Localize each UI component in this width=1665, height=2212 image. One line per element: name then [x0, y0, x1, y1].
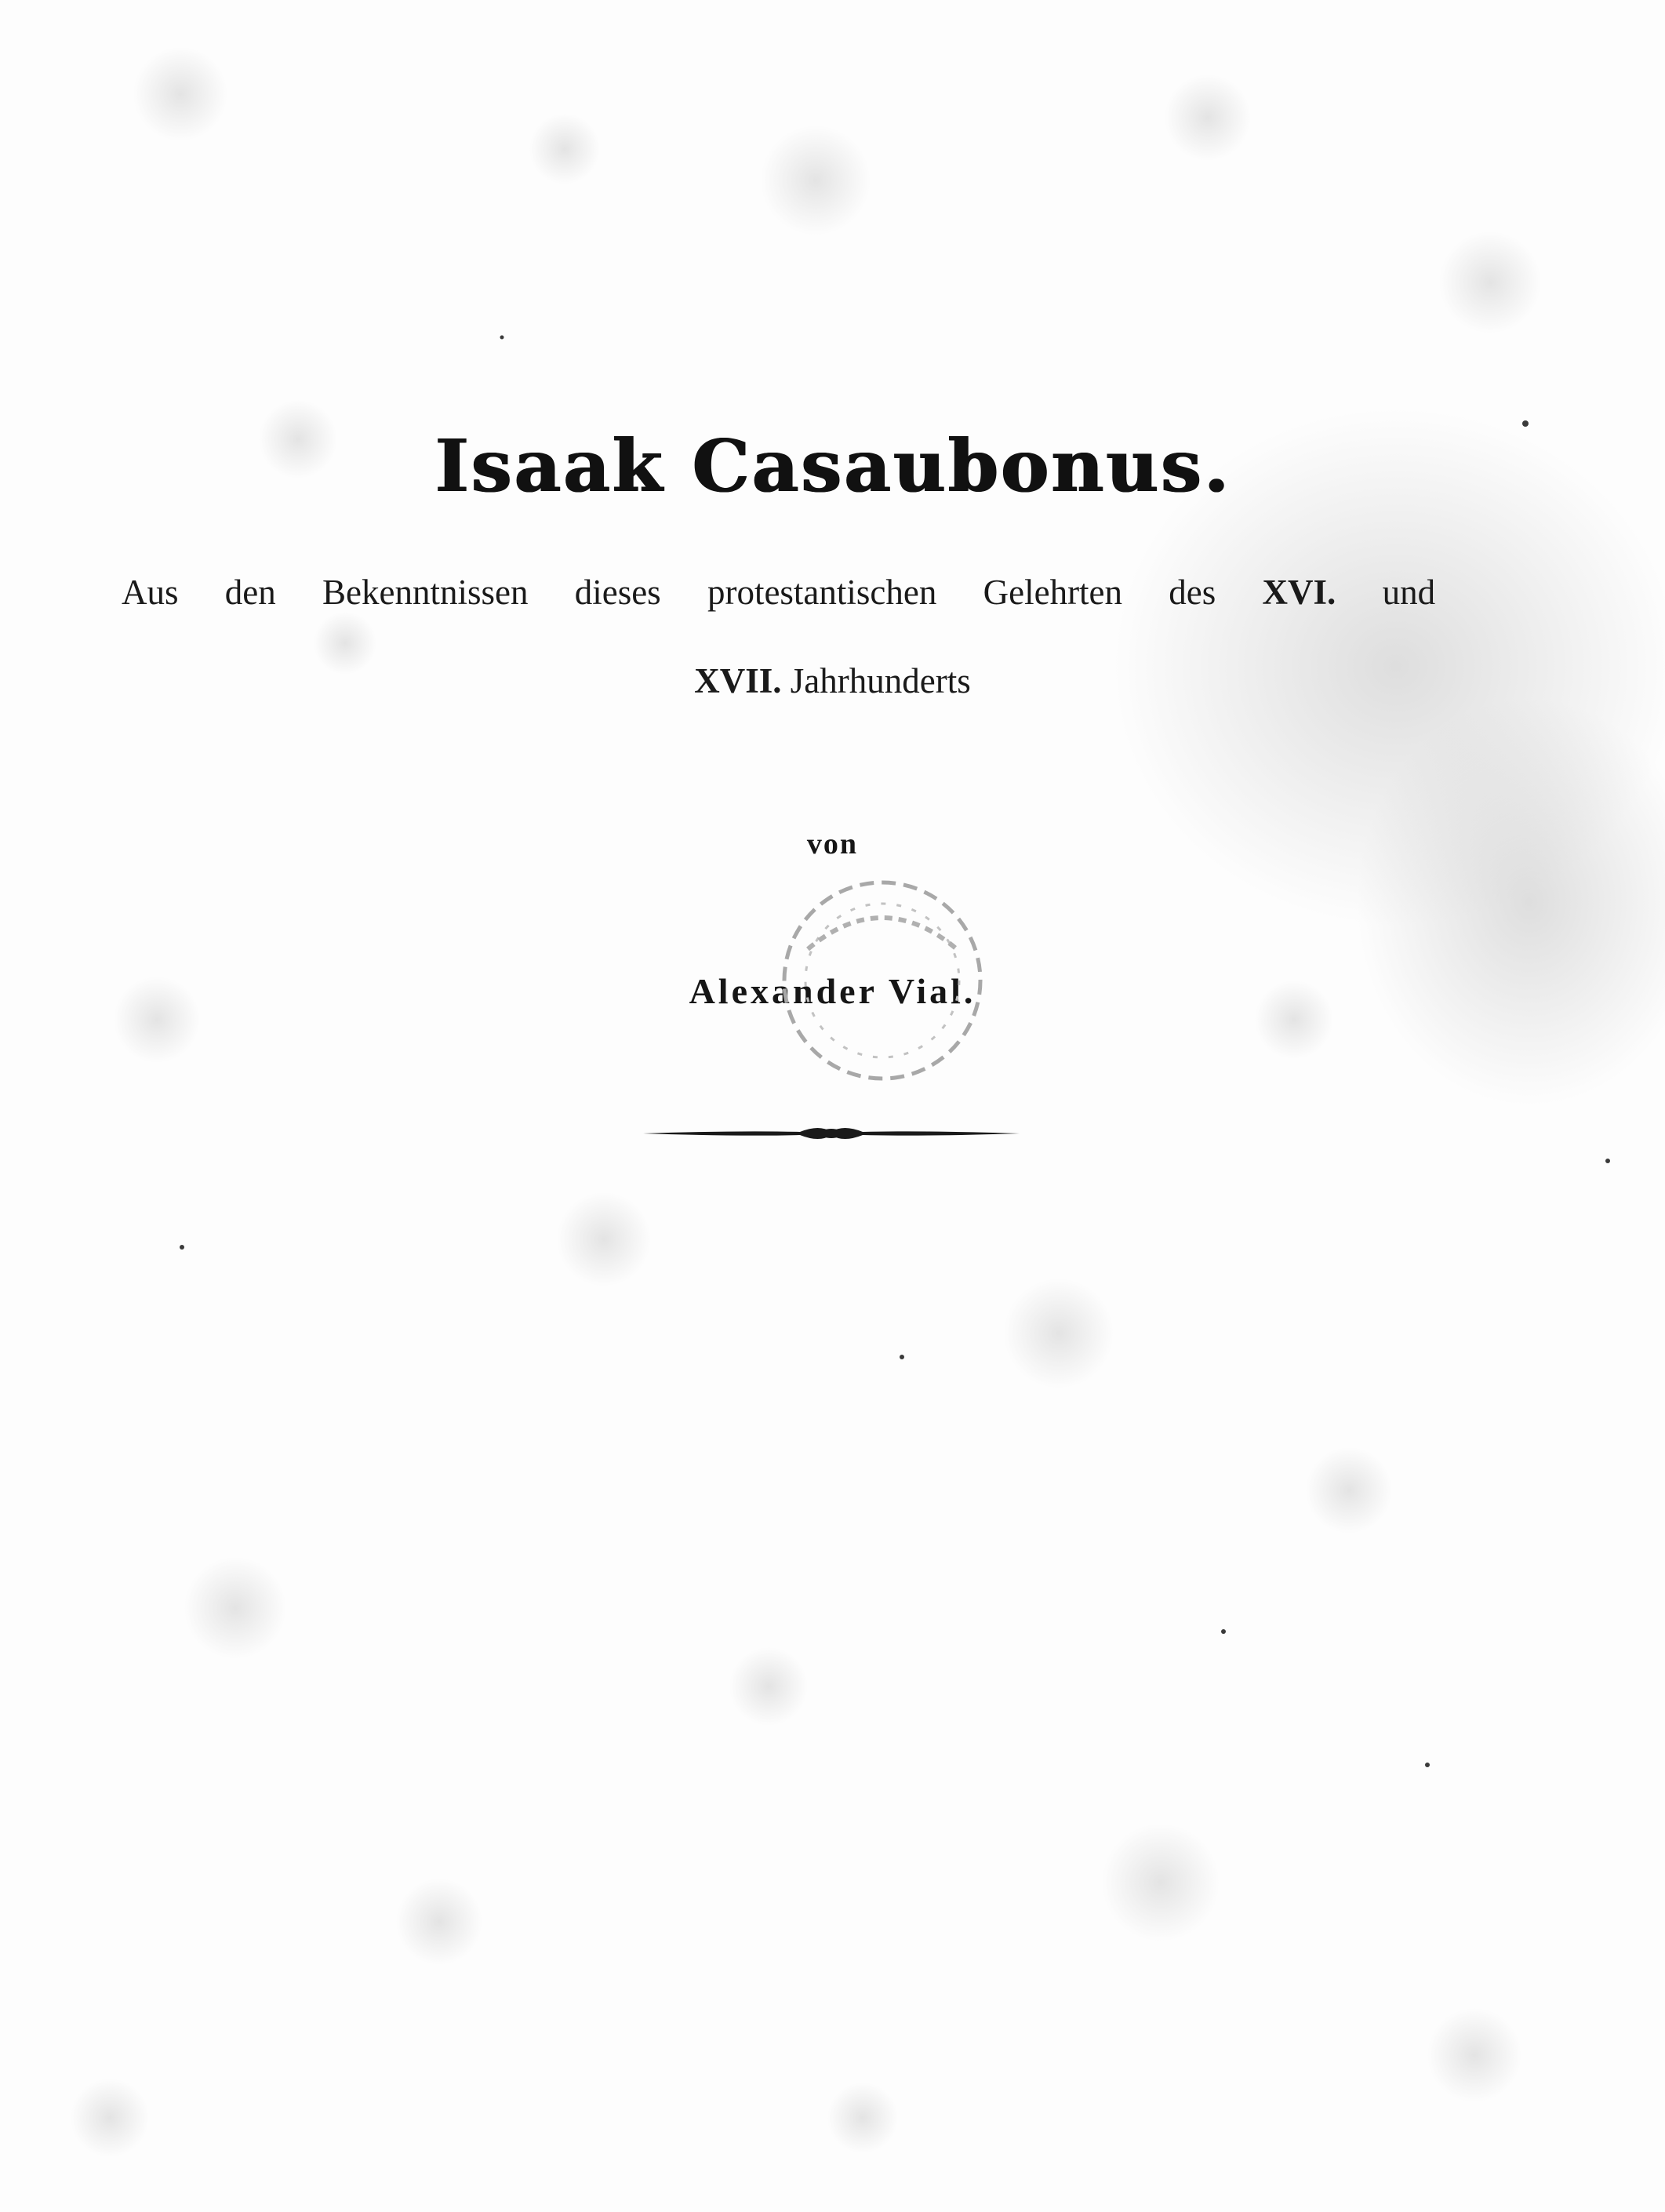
subtitle-word: Gelehrten: [983, 573, 1123, 612]
by-label: von: [806, 828, 859, 860]
subtitle-word: dieses: [574, 573, 661, 612]
subtitle-line-1: [122, 572, 1435, 613]
subtitle-word: Aus: [122, 573, 179, 612]
subtitle-word: und: [1382, 573, 1436, 612]
subtitle-line-2: [0, 660, 1665, 701]
ornamental-rule-icon: [643, 1118, 1020, 1149]
author-name: Alexander Vial.: [689, 971, 976, 1011]
subtitle-word: des: [1169, 573, 1216, 612]
subtitle-word: protestantischen: [707, 573, 937, 612]
subtitle-word: den: [224, 573, 276, 612]
subtitle-century-xvi: XVI.: [1262, 573, 1336, 612]
subtitle-century-xvii: XVII.: [694, 661, 782, 700]
subtitle-word: Jahrhunderts: [790, 661, 971, 700]
subtitle-word: Bekenntnissen: [322, 573, 529, 612]
book-title: Isaak Casaubonus.: [434, 424, 1231, 508]
library-stamp-icon: [753, 863, 1012, 1098]
